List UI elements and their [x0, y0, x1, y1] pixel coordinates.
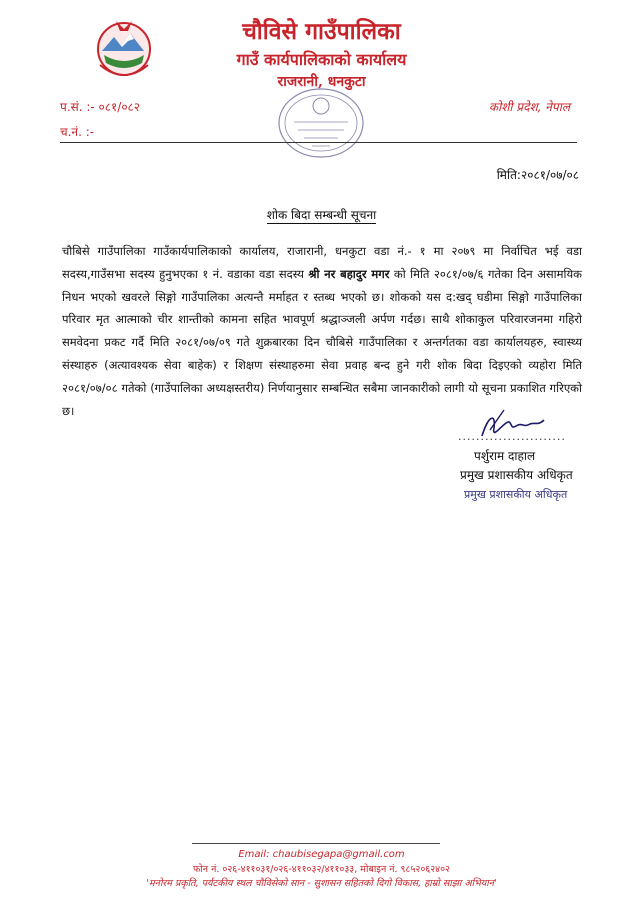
- province-label: कोशी प्रदेश, नेपाल: [488, 100, 570, 114]
- footer-phone: फोन नं. ०२६-४११०३१/०२६-४११०३२/४११०३३, मोबाइन नं. ९८५२०६२४०२: [193, 864, 450, 875]
- deceased-name: श्री नर बहादुर मगर: [308, 266, 390, 281]
- reference-number: प.सं. :- ०८१/०८२: [60, 100, 141, 114]
- dispatch-number: च.नं. :-: [60, 125, 95, 139]
- office-seal-icon: [272, 86, 370, 160]
- header-divider: [60, 142, 577, 143]
- footer-motto: 'मनोरम प्रकृति, पर्यटकीय स्थल चौविसेको सान - सुशासन सहितको दिगो विकास, हाम्रो साझा अभियान': [146, 878, 497, 889]
- signatory-title: प्रमुख प्रशासकीय अधिकृत: [460, 468, 573, 482]
- office-address: राजरानी, धनकुटा: [277, 74, 366, 90]
- notice-subject: [0, 206, 643, 223]
- notice-body: [62, 240, 582, 422]
- body-text-part1: चौबिसे गाउँपालिका गाउँकार्यपालिकाको कार्यालय, राजारानी, धनकुटा वडा नं.- १ मा २०७९ मा निर्वाचित भई वडा सदस्य,गाउँसभा सदस्य हुनुभएका १ नं. वडाका वडा सदस्य: [62, 244, 582, 281]
- document-date: मिति:२०८१/०७/०८: [496, 168, 579, 182]
- footer-divider: [192, 843, 440, 844]
- title-stamp: प्रमुख प्रशासकीय अधिकृत: [464, 488, 568, 501]
- signatory-name: पर्शुराम दाहाल: [474, 449, 536, 463]
- signature-line: ........................: [458, 430, 566, 443]
- notice-subject-text: शोक बिदा सम्बन्धी सूचना: [266, 208, 377, 222]
- body-text-part2: को मिति २०८१/०७/६ गतेका दिन असामयिक निधन भएको खवरले सिङ्गो गाउँपालिका अत्यन्तै मर्माहत र स्तब्ध भएको छ। शोकको यस द:खद् घडीमा सिङ्गो गाउँपालिका परिवार मृत आत्माको चीर शान्तीको कामना सहित भावपूर्ण श्रद्धाञ्जली अर्पण गर्दछ। साथै शोकाकुल परिवारजनमा गहिरो समवेदना प्रकट गर्दै मिति २०८१/०७/०९ गते शुक्रबारका दिन चौबिसे गाउँपालिका र अन्तर्गतका वडा कार्यालयहरु, स्वास्थ्य संस्थाहरु (अत्यावश्यक सेवा बाहेक) र शिक्षण संस्थाहरुमा सेवा प्रवाह बन्द हुने गरी शोक बिदा दिइएको व्यहोरा मिति २०८१/०७/०८ गतेको (गाउँपालिका अध्यक्षस्तरीय) निर्णयानुसार सम्बन्धित सबैमा जानकारीको लागी यो सूचना प्रकाशित गरिएको छ।: [62, 266, 583, 418]
- office-name-line2: गाउँ कार्यपालिकाको कार्यालय: [236, 50, 407, 69]
- footer-email: Email: chaubisegapa@gmail.com: [238, 849, 405, 860]
- office-name-line1: चौविसे गाउँपालिका: [242, 18, 401, 45]
